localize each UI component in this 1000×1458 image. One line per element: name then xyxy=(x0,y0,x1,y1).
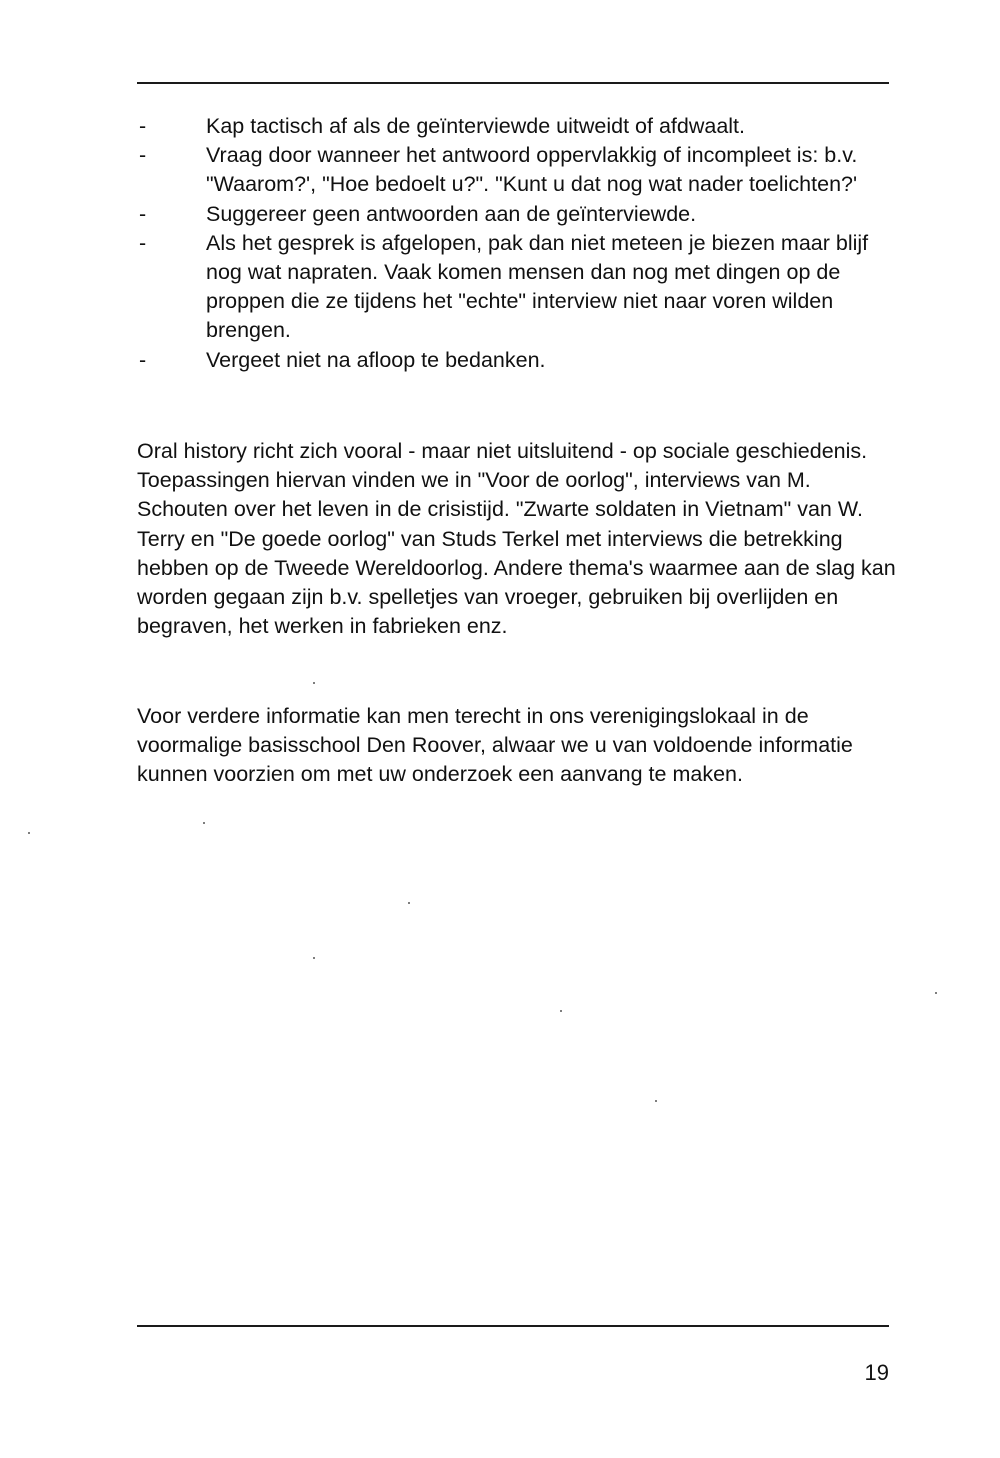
list-item xyxy=(137,141,897,199)
list-item xyxy=(137,112,897,141)
bullet-dash: - xyxy=(139,143,147,168)
scan-speck xyxy=(408,902,410,904)
top-rule xyxy=(137,82,889,84)
list-item-text: Als het gesprek is afgelopen, pak dan niet meteen je biezen maar blijf nog wat napraten. Vaak komen mensen dan nog met dingen op de proppen die ze tijdens het "echte" interview niet naar voren wilden brengen. xyxy=(206,230,869,343)
list-item-text: Vergeet niet na afloop te bedanken. xyxy=(206,347,546,372)
scan-speck xyxy=(935,992,937,994)
contact-info-paragraph: Voor verdere informatie kan men terecht in ons verenigingslokaal in de voormalige basisschool Den Roover, alwaar we u van voldoende informatie kunnen voorzien om met uw onderzoek een aanvang te maken. xyxy=(137,704,853,787)
bullet-dash: - xyxy=(139,347,147,372)
page-number: 19 xyxy=(864,1360,889,1385)
scan-speck xyxy=(313,957,315,959)
bullet-dash: - xyxy=(139,230,147,255)
list-item xyxy=(137,229,897,346)
list-item-text: Suggereer geen antwoorden aan de geïnterviewde. xyxy=(206,201,697,226)
bullet-dash: - xyxy=(139,201,147,226)
bullet-dash: - xyxy=(139,114,147,138)
scan-speck xyxy=(655,1100,657,1102)
list-item-text: Kap tactisch af als de geïnterviewde uitweidt of afdwaalt. xyxy=(206,114,746,138)
scan-speck xyxy=(313,682,315,684)
bottom-rule xyxy=(137,1325,889,1327)
interview-tips-list xyxy=(137,112,897,375)
scan-speck xyxy=(203,822,205,824)
oral-history-paragraph: Oral history richt zich vooral - maar niet uitsluitend - op sociale geschiedenis. Toepassingen hiervan vinden we in "Voor de oorlog", interviews van M. Schouten over het leven in de crisistijd. "Zwarte soldaten in Vietnam" van W. Terry en "De goede oorlog" van Studs Terkel met interviews die betrekking hebben op de Tweede Wereldoorlog. Andere thema's waarmee aan de slag kan worden gegaan zijn b.v. spelletjes van vroeger, gebruiken bij overlijden en begraven, het werken in fabrieken enz. xyxy=(137,439,896,639)
scan-speck xyxy=(560,1010,562,1012)
list-item xyxy=(137,200,897,229)
list-item xyxy=(137,346,897,375)
list-item-text: Vraag door wanneer het antwoord oppervlakkig of incompleet is: b.v. "Waarom?', "Hoe bedoelt u?". "Kunt u dat nog wat nader toelichten?' xyxy=(206,143,858,197)
scan-speck xyxy=(28,832,30,834)
